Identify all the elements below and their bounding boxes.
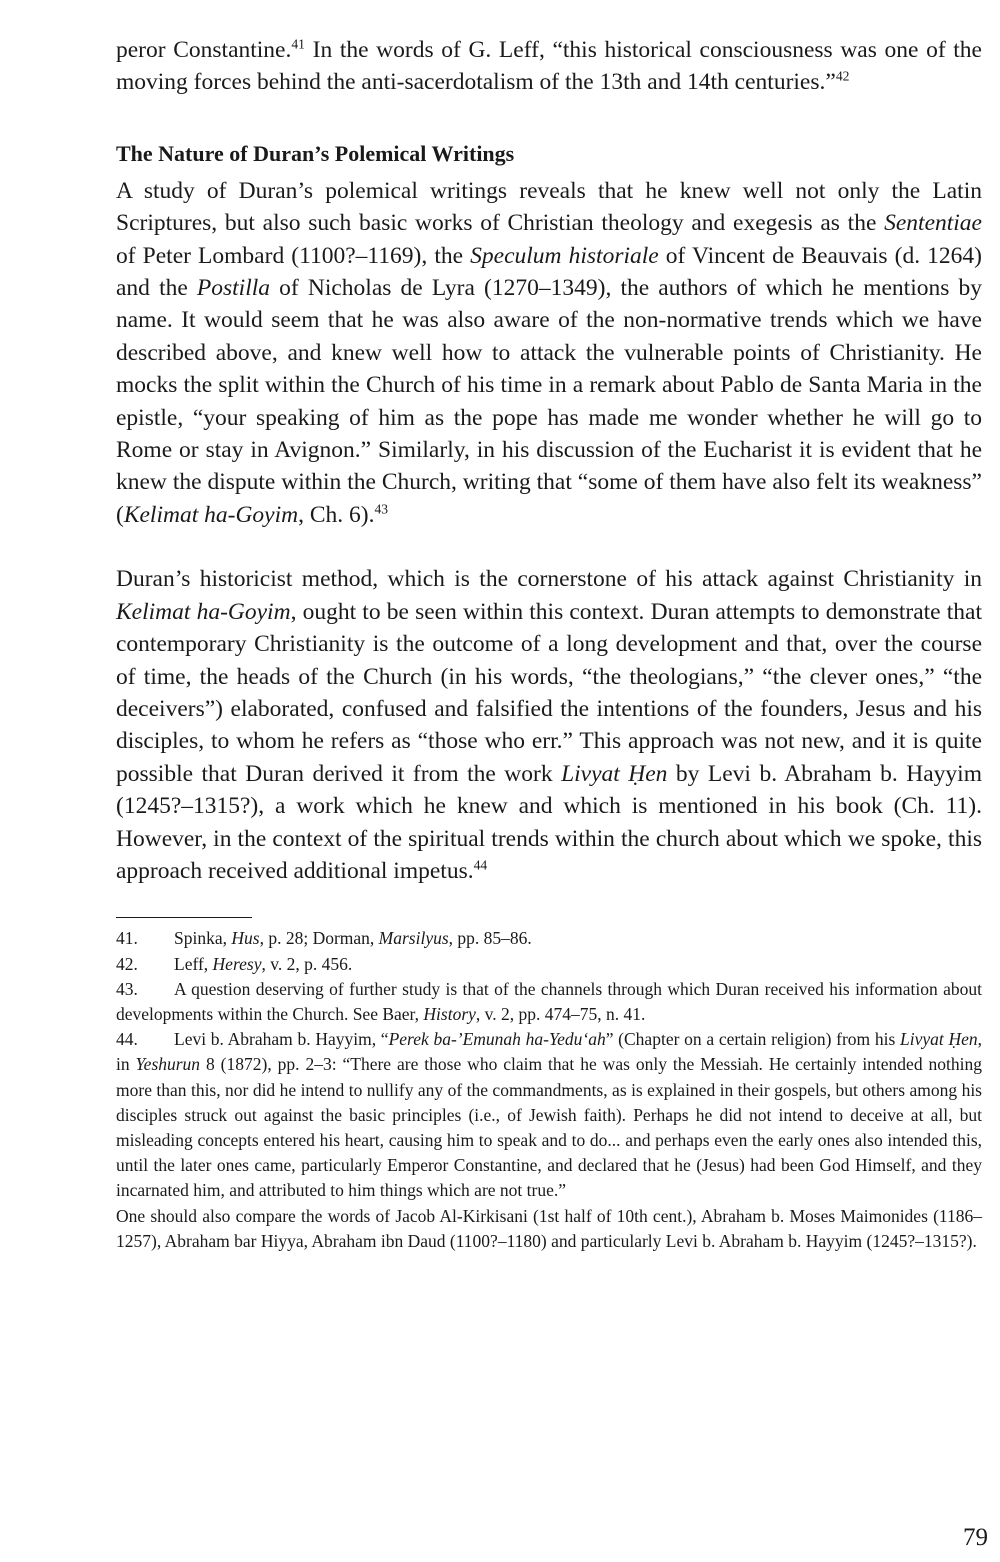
- section-heading: The Nature of Duran’s Polemical Writings: [116, 140, 515, 166]
- footnote-text: 8 (1872), pp. 2–3: “There are those who claim that he was only the Messiah. He certainly intended nothing more than this, nor did he intend to nullify any of the commandments, as is explained in their gospels, but others among his disciples struck out against the basic principles (i.e., of Jewish faith). Perhaps he did not intend to deceive at all, but misleading concepts entered his heart, causing him to speak and to do... and perhaps even the early ones also intended this, until the later ones came, particularly Emperor Constantine, and declared that he (Jesus) had been God Himself, and they incarnated him, and attributed to him things which are not true.”: [116, 1054, 982, 1201]
- footnote-41: [116, 926, 982, 951]
- work-title: Livyat Ḥen: [561, 760, 668, 787]
- paragraph-text: Duran’s historicist method, which is the cornerstone of his attack against Christianity in: [116, 566, 982, 593]
- work-title: Marsilyus: [378, 928, 449, 949]
- paragraph-text: In the words of G. Leff, “this historical consciousness was one of the moving forces behind the anti-sacerdotalism of the 13th and 14th centuries.”: [116, 37, 982, 96]
- footnote-text: Leff,: [174, 953, 213, 974]
- footnote-text: A question deserving of further study is that of the channels through which Duran received his information about developments within the Church. See Baer,: [116, 978, 982, 1024]
- footnote-text: , v. 2, pp. 474–75, n. 41.: [475, 1003, 646, 1024]
- footnote-text: ” (Chapter on a certain religion) from his: [605, 1029, 900, 1050]
- work-title: History: [423, 1003, 476, 1024]
- paragraph-text: of Nicholas de Lyra (1270–1349), the authors of which he mentions by name. It would seem that he was also aware of the non-normative trends which we have described above, and knew well how to attack the vulnerable points of Christianity. He mocks the split within the Church of his time in a remark about Pablo de Santa Maria in the epistle, “your speaking of him as the pope has made me wonder whether he will go to Rome or stay in Avignon.” Similarly, in his discussion of the Eucharist it is evident that he knew the dispute within the Church, writing that “some of them have also felt its weakness” (: [116, 275, 982, 528]
- work-title: Yeshurun: [135, 1054, 201, 1075]
- work-title: Perek ba-’Emunah ha-Yedu‘ah: [388, 1029, 606, 1050]
- footnote-text: , in: [116, 1029, 982, 1075]
- footnote-ref-43[interactable]: 43: [374, 501, 389, 517]
- footnote-ref-41[interactable]: 41: [291, 36, 305, 52]
- paragraph-text: A study of Duran’s polemical writings reveals that he knew well not only the Latin Scriptures, but also such basic works of Christian theology and exegesis as the: [116, 177, 982, 237]
- page-content: [116, 34, 982, 1254]
- footnote-text: , v. 2, p. 456.: [261, 953, 353, 974]
- paragraph-text: of Vincent de Beauvais (d. 1264) and the: [116, 242, 982, 302]
- footnote-number: 41.: [116, 928, 138, 949]
- footnote-ref-44[interactable]: 44: [473, 857, 488, 873]
- footnote-ref-42[interactable]: 42: [835, 68, 850, 84]
- work-title: Kelimat ha-Goyim: [123, 501, 299, 528]
- footnote-number: 42.: [116, 953, 138, 974]
- paragraph-text: , Ch. 6).: [298, 501, 375, 528]
- paragraph-historicist-method: [116, 563, 982, 887]
- page-number: 79: [963, 1524, 988, 1551]
- paragraph-text: peror Constantine.: [116, 37, 292, 63]
- paragraph-text: , ought to be seen within this context. Duran attempts to demonstrate that contemporary Christianity is the outcome of a long development and that, over the course of time, the heads of the Church (in his words, “the theologians,” “the clever ones,” “the deceivers”) elaborated, confused and falsified the intentions of the founders, Jesus and his disciples, to whom he refers as “those who err.” This approach was not new, and it is quite possible that Duran derived it from the work: [116, 598, 982, 787]
- footnote-44-continuation: One should also compare the words of Jacob Al-Kirkisani (1st half of 10th cent.), Abraham b. Moses Maimonides (1186–1257), Abraham bar Hiyya, Abraham ibn Daud (1100?–1180) and particularly Levi b. Abraham b. Hayyim (1245?–1315?).: [116, 1205, 982, 1251]
- paragraph-text: by Levi b. Abraham b. Hayyim (1245?–1315?), a work which he knew and which is mentioned in his book (Ch. 11). However, in the context of the spiritual trends within the church about which we spoke, this approach received additional impetus.: [116, 760, 982, 884]
- footnotes: [116, 926, 982, 1254]
- work-title: Heresy: [212, 953, 262, 974]
- footnote-number: 44.: [116, 1029, 138, 1050]
- footnote-42: [116, 952, 982, 977]
- work-title: Kelimat ha-Goyim: [116, 598, 291, 625]
- footnote-44: [116, 1027, 982, 1203]
- footnote-text: , p. 28; Dorman,: [259, 928, 379, 949]
- work-title: Postilla: [196, 275, 271, 302]
- work-title: Speculum historiale: [470, 242, 659, 269]
- footnote-text: Levi b. Abraham b. Hayyim, “: [174, 1029, 389, 1050]
- paragraph-continuation: [116, 34, 982, 99]
- footnote-43: [116, 977, 982, 1027]
- paragraph-text: of Peter Lombard (1100?–1169), the: [116, 242, 471, 269]
- footnote-text: Spinka,: [174, 928, 232, 949]
- work-title: Sententiae: [884, 210, 982, 237]
- work-title: Hus: [231, 928, 260, 949]
- footnote-number: 43.: [116, 978, 138, 999]
- work-title: Livyat Ḥen: [900, 1029, 978, 1050]
- paragraph-polemical-writings: [116, 175, 982, 531]
- footnote-text: , pp. 85–86.: [448, 928, 532, 949]
